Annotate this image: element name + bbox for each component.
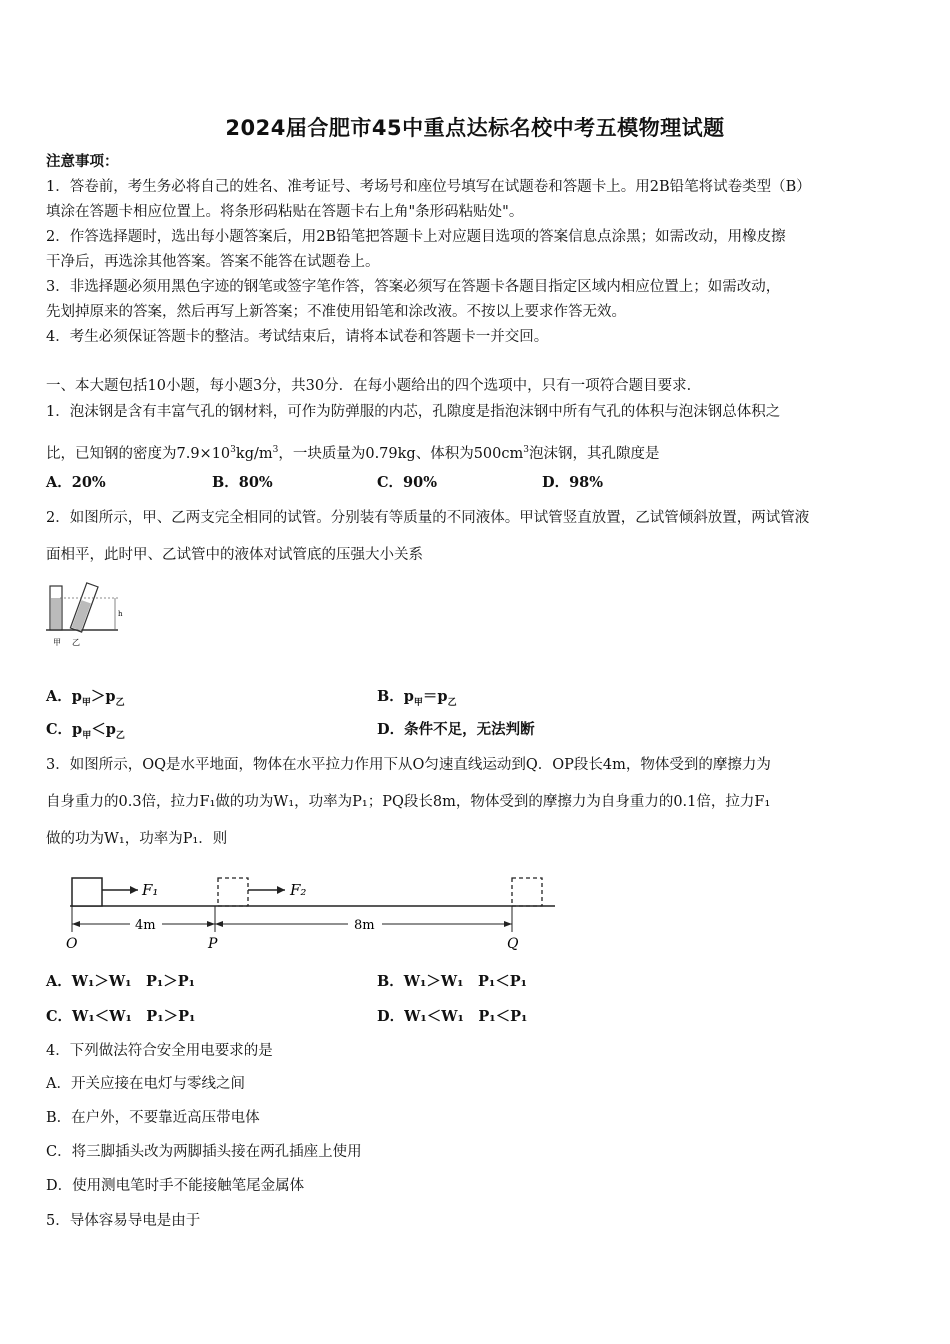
q1-option-b: B．80% (212, 474, 273, 491)
q2-stem-line2: 面相平，此时甲、乙试管中的液体对试管底的压强大小关系 (46, 547, 423, 563)
q3-option-c: C．W₁＜W₁ P₁＞P₁ (46, 1008, 196, 1025)
q4-stem: 4．下列做法符合安全用电要求的是 (46, 1043, 273, 1059)
notice-line: 填涂在答题卡相应位置上。将条形码粘贴在答题卡右上角"条形码粘贴处"。 (46, 204, 524, 220)
tube-b-label: 乙 (72, 638, 80, 647)
notice-line: 1．答卷前，考生务必将自己的姓名、准考证号、考场号和座位号填写在试题卷和答题卡上。用2B铅笔将试卷类型（B） (46, 179, 811, 195)
q3-option-d: D．W₁＜W₁ P₁＜P₁ (377, 1008, 528, 1025)
f1-label: F₁ (142, 881, 159, 899)
tube-a-label: 甲 (53, 638, 61, 647)
q4-option-b: B．在户外，不要靠近高压带电体 (46, 1110, 260, 1126)
q4-option-a: A．开关应接在电灯与零线之间 (46, 1076, 245, 1092)
height-label: h (118, 610, 123, 618)
q2-option-b: B．$p_甲=p_乙$ (377, 688, 457, 708)
notice-line: 3．非选择题必须用黑色字迹的钢笔或签字笔作答，答案必须写在答题卡各题目指定区域内相应位置上；如需改动， (46, 279, 781, 295)
q4-option-d: D．使用测电笔时手不能接触笔尾金属体 (46, 1178, 305, 1194)
q1-option-a: A．20% (46, 474, 106, 491)
distance-op-label: 4m (135, 918, 156, 933)
notice-line: 4．考生必须保证答题卡的整洁。考试结束后，请将本试卷和答题卡一并交回。 (46, 329, 549, 345)
notice-line: 干净后，再选涂其他答案。答案不能答在试题卷上。 (46, 254, 380, 270)
motion-figure (60, 868, 560, 954)
q1-stem-line1: 1．泡沫钢是含有丰富气孔的钢材料，可作为防弹服的内芯，孔隙度是指泡沫钢中所有气孔的体积与泡沫钢总体积之 (46, 404, 781, 420)
page-title: 2024届合肥市45中重点达标名校中考五模物理试题 (225, 116, 725, 140)
notice-heading: 注意事项： (46, 153, 119, 170)
q2-option-d: D．条件不足，无法判断 (377, 721, 535, 738)
q3-stem-line2: 自身重力的0.3倍，拉力F₁做的功为W₁，功率为P₁；PQ段长8m，物体受到的摩擦力为自身重力的0.1倍，拉力F₁ (46, 794, 771, 810)
notice-line: 2．作答选择题时，选出每小题答案后，用2B铅笔把答题卡上对应题目选项的答案信息点涂黑；如需改动，用橡皮擦 (46, 229, 786, 245)
notice-line: 先划掉原来的答案，然后再写上新答案；不准使用铅笔和涂改液。不按以上要求作答无效。 (46, 304, 626, 320)
section-heading: 一、本大题包括10小题，每小题3分，共30分．在每小题给出的四个选项中，只有一项符合题目要求． (46, 378, 702, 394)
q1-option-d: D．98% (542, 474, 604, 491)
test-tubes-figure (40, 578, 130, 654)
q2-option-c: C．$p_甲<p_乙$ (46, 721, 125, 741)
q5-stem: 5．导体容易导电是由于 (46, 1213, 201, 1229)
q3-stem-line3: 做的功为W₁，功率为P₁．则 (46, 831, 228, 847)
q3-option-a: A．W₁＞W₁ P₁＞P₁ (46, 973, 196, 990)
q1-stem-line2: 比，已知钢的密度为$7.9\times 10^3kg/m^3$，一块质量为0.79kg、体积为$500cm^3$泡沫钢，其孔隙度是 (46, 445, 660, 462)
f2-label: F₂ (290, 881, 307, 899)
point-q-label: Q (507, 936, 519, 952)
q3-stem-line1: 3．如图所示，OQ是水平地面，物体在水平拉力作用下从O匀速直线运动到Q．OP段长4m，物体受到的摩擦力为 (46, 757, 771, 773)
q4-option-c: C．将三脚插头改为两脚插头接在两孔插座上使用 (46, 1144, 362, 1160)
q2-stem-line1: 2．如图所示，甲、乙两支完全相同的试管。分别装有等质量的不同液体。甲试管竖直放置，乙试管倾斜放置，两试管液 (46, 510, 810, 526)
distance-pq-label: 8m (354, 918, 375, 933)
point-o-label: O (66, 936, 78, 952)
point-p-label: P (208, 936, 218, 952)
q2-option-a: A．$p_甲>p_乙$ (46, 688, 125, 708)
q1-option-c: C．90% (377, 474, 437, 491)
q3-option-b: B．W₁＞W₁ P₁＜P₁ (377, 973, 528, 990)
